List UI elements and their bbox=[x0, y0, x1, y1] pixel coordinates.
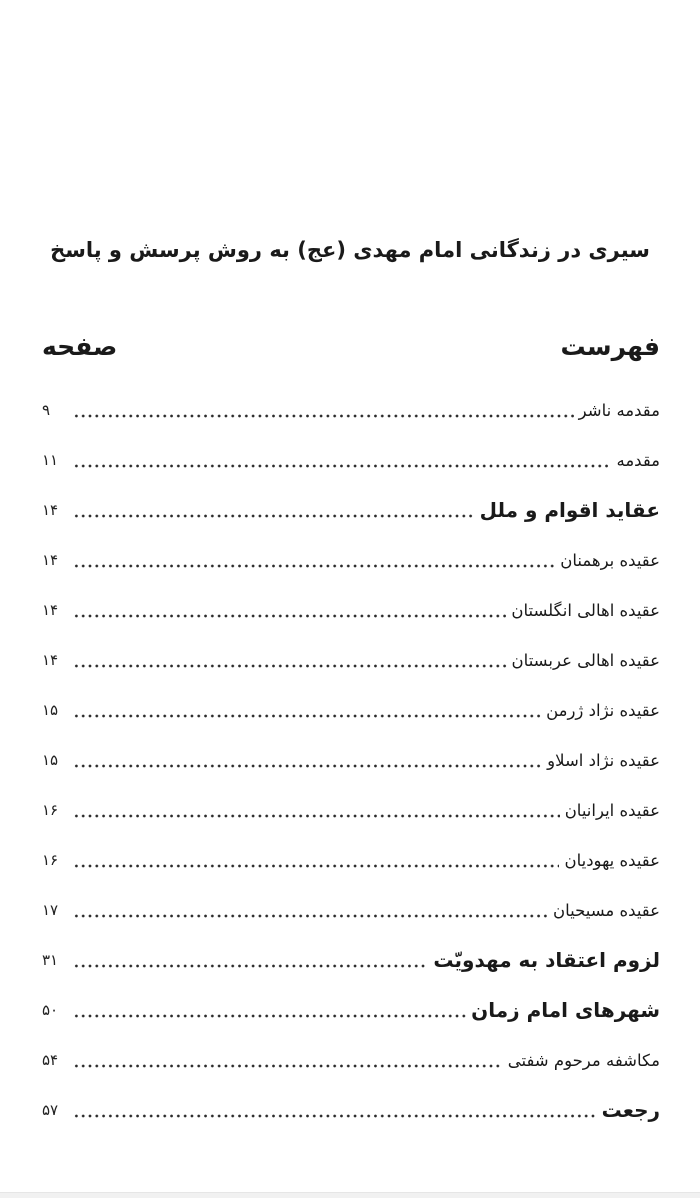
toc-entry-page: ۱۴ bbox=[42, 551, 59, 569]
toc-entry-title: عقیده اهالی عربستان bbox=[511, 650, 660, 670]
toc-entry-title: عقیده نژاد اسلاو bbox=[547, 750, 660, 770]
page-bottom-edge bbox=[0, 1192, 700, 1198]
toc-entry-title: عقیده ایرانیان bbox=[564, 800, 660, 820]
toc-entry-page: ۱۷ bbox=[42, 901, 59, 919]
toc-entry-page: ۳۱ bbox=[42, 951, 59, 969]
toc-entry-page: ۱۵ bbox=[42, 751, 59, 769]
toc-entry-title: عقیده نژاد ژرمن bbox=[546, 700, 660, 720]
book-title: سیری در زندگانی امام مهدی (عج) به روش پرسش و پاسخ bbox=[50, 238, 650, 262]
toc-entry-page: ۱۶ bbox=[42, 851, 59, 869]
toc-entry bbox=[42, 385, 660, 435]
toc-header bbox=[42, 332, 660, 361]
toc-entry-page: ۵۴ bbox=[42, 1051, 59, 1069]
toc-entry-page: ۱۴ bbox=[42, 601, 59, 619]
toc-entry bbox=[42, 435, 660, 485]
dotted-leader bbox=[73, 1035, 503, 1085]
toc-entry-page: ۱۶ bbox=[42, 801, 59, 819]
dotted-leader bbox=[73, 635, 507, 685]
toc-entry bbox=[42, 735, 660, 785]
dotted-leader bbox=[73, 485, 475, 535]
toc-entry bbox=[42, 935, 660, 985]
toc-entry-title: شهرهای امام زمان bbox=[471, 998, 660, 1022]
toc-entry-title: عقیده یهودیان bbox=[564, 850, 660, 870]
toc-entry-title: عقاید اقوام و ملل bbox=[479, 498, 660, 522]
toc-header-page: صفحه bbox=[42, 332, 118, 361]
dotted-leader bbox=[73, 385, 574, 435]
toc-entry-title: عقیده برهمنان bbox=[560, 550, 660, 570]
dotted-leader bbox=[73, 885, 548, 935]
toc-entry-page: ۱۱ bbox=[42, 451, 59, 469]
dotted-leader bbox=[73, 935, 428, 985]
toc-entry-page: ۵۰ bbox=[42, 1001, 59, 1019]
toc-entry bbox=[42, 1035, 660, 1085]
dotted-leader bbox=[73, 785, 560, 835]
dotted-leader bbox=[73, 835, 559, 885]
toc-entry-page: ۱۵ bbox=[42, 701, 59, 719]
toc-entry bbox=[42, 885, 660, 935]
toc-entry bbox=[42, 485, 660, 535]
toc-entry-title: رجعت bbox=[601, 1098, 660, 1122]
toc-entry-title: مکاشفه مرحوم شفتی bbox=[507, 1050, 660, 1070]
toc-entry bbox=[42, 685, 660, 735]
toc-entry-title: مقدمه ناشر bbox=[578, 400, 660, 420]
dotted-leader bbox=[73, 585, 506, 635]
toc-entry-page: ۱۴ bbox=[42, 501, 59, 519]
toc-entry-title: عقیده مسیحیان bbox=[552, 900, 660, 920]
toc-list bbox=[42, 385, 660, 1135]
toc-entry-page: ۹ bbox=[42, 401, 51, 419]
dotted-leader bbox=[73, 535, 555, 585]
toc-entry bbox=[42, 835, 660, 885]
toc-entry-title: مقدمه bbox=[616, 450, 660, 470]
toc-entry-page: ۱۴ bbox=[42, 651, 59, 669]
toc-entry bbox=[42, 1085, 660, 1135]
dotted-leader bbox=[73, 435, 611, 485]
dotted-leader bbox=[73, 985, 466, 1035]
toc-entry bbox=[42, 785, 660, 835]
toc-entry bbox=[42, 585, 660, 635]
dotted-leader bbox=[73, 685, 541, 735]
toc-entry-title: عقیده اهالی انگلستان bbox=[511, 600, 660, 620]
toc-entry-title: لزوم اعتقاد به مهدویّت bbox=[433, 948, 660, 972]
toc-entry-page: ۵۷ bbox=[42, 1101, 59, 1119]
dotted-leader bbox=[73, 1085, 597, 1135]
toc-header-contents: فهرست bbox=[560, 332, 660, 361]
toc-entry bbox=[42, 635, 660, 685]
toc-entry bbox=[42, 985, 660, 1035]
toc-entry bbox=[42, 535, 660, 585]
dotted-leader bbox=[73, 735, 542, 785]
